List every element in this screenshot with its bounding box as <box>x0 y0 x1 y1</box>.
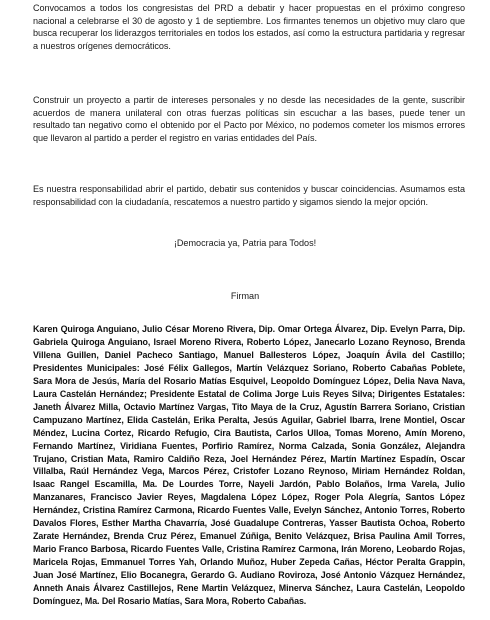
paragraph-responsabilidad: Es nuestra responsabilidad abrir el partido, debatir sus contenidos y buscar coincidencias. Asumamos esta responsabilidad con la ciudadanía, rescatemos a nuestro partido y sigamos siendo la mejor opción. <box>33 184 465 207</box>
paragraph-proyecto: Construir un proyecto a partir de intereses personales y no desde las necesidades de la gente, suscribir acuerdos de manera unilateral con otras fuerzas políticas sin escuchar a las bases, puede tener un resultado tan negativo como el obtenido por el Pacto por México, no podemos cometer los mismos errores que llevaron al partido a perder el registro en varias entidades del País. <box>33 95 465 143</box>
slogan: ¡Democracia ya, Patria para Todos! <box>173 238 317 248</box>
firman-heading: Firman <box>230 291 260 301</box>
signatories-list: Karen Quiroga Anguiano, Julio César Moreno Rivera, Dip. Omar Ortega Álvarez, Dip. Evelyn Parra, Dip. Gabriela Quiroga Anguiano, Israel Moreno Rivera, Roberto López, Janecarlo Lozano Reynoso, Brenda Villena Guillen, Daniel Pacheco Santiago, Manuel Ballesteros López, Joaquín Ávila del Castillo; Presidentes Municipales: José Félix Gallegos, Martín Velázquez Soriano, Roberto Cabañas Poblete, Sara Mora de Jesús, María del Rosario Matías Esquivel, Leopoldo Domínguez López, Delia Nava Nava, Laura Castelán Hernández; Presidente Estatal de Colima Jorge Luis Reyes Silva; Dirigentes Estatales: Janeth Álvarez Milla, Octavio Martínez Vargas, Tito Maya de la Cruz, Agustín Barrera Soriano, Cristian Campuzano Martínez, Elida Castelán, Erika Peralta, Jesús Aguilar, Gabriel Ibarra, Irene Montiel, Oscar Méndez, Lucina Cortez, Ricardo Refugio, Cira Bautista, Carlos Ulloa, Tomas Moreno, Amín Moreno, Fernando Martínez, Viridiana Fuentes, Porfirio Ramírez, Norma Calzada, Sonia González, Alejandra Trujano, Cristian Mata, Ramiro Caldiño Reza, Joel Hernández Pérez, Martín Martínez Espadín, Oscar Villalba, Raúl Hernández Vega, Marcos Pérez, Cristofer Lozano Reynoso, Miriam Hernández Roldan, Isaac Rangel Escamilla, Ma. De Lourdes Torre, Nayeli Jardón, Pablo Bolaños, Irma Varela, Julio Manzanares, Francisco Javier Reyes, Magdalena López López, Roger Pola Alegría, Santos López Hernández, Cristina Ramírez Carmona, Ricardo Fuentes Valle, Evelyn Sánchez, Antonio Torres, Roberto Davalos Flores, Esther Martha Chavarría, José Guadalupe Contreras, Yasser Bautista Ochoa, Roberto Zarate Hernández, Brenda Cruz Pérez, Emanuel Zúñiga, Benito Velázquez, Brisa Paulina Amil Torres, Mario Franco Barbosa, Ricardo Fuentes Valle, Cristina Ramírez Carmona, Irán Moreno, Leobardo Rojas, Maricela Rojas, Emmanuel Torres Yah, Orlando Muñoz, Huber Zepeda Cañas, Héctor Peralta Grappin, Juan José Martínez, Elio Bocanegra, Gerardo G. Audiano Roviroza, José Antonio Vázquez Hernández, Anneth Anais Álvarez Castillejos, Rene Martin Velázquez, Minerva Sánchez, Laura Castelán, Leopoldo Domínguez, Ma. Del Rosario Matías, Sara Mora, Roberto Cabañas. <box>33 324 465 607</box>
paragraph-convocatoria: Convocamos a todos los congresistas del PRD a debatir y hacer propuestas en el próximo congreso nacional a celebrarse el 30 de agosto y 1 de septiembre. Los firmantes tenemos un objetivo muy claro que busca recuperar los liderazgos territoriales en todos los estados, así como la estructura partidaria y regresar a nuestros orígenes democráticos. <box>33 3 465 51</box>
